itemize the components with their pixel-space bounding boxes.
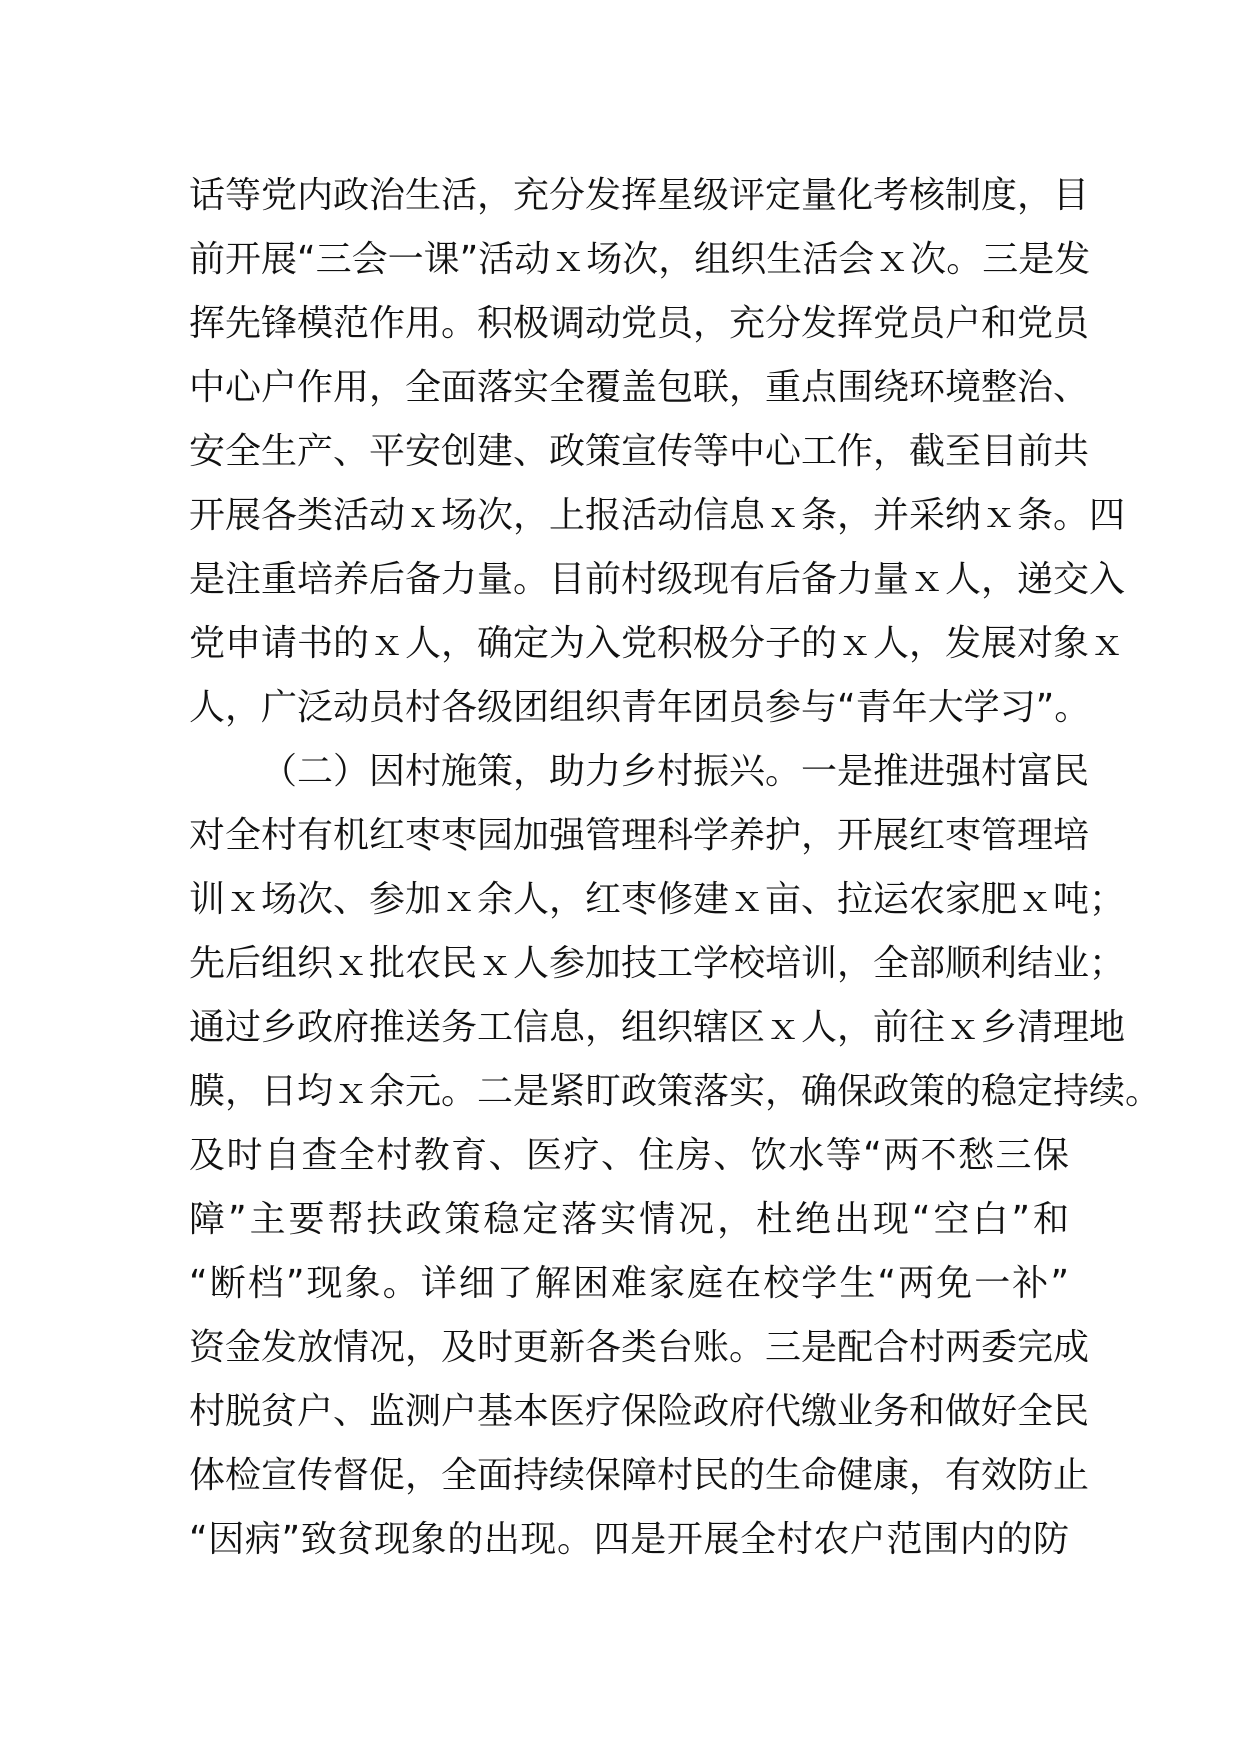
paragraph-line: 障”主要帮扶政策稳定落实情况，杜绝出现“空白”和 [189, 1199, 1069, 1240]
paragraph-line: 前开展“三会一课”活动ｘ场次，组织生活会ｘ次。三是发 [189, 239, 1091, 280]
paragraph-line: “断档”现象。详细了解困难家庭在校学生“两免一补” [189, 1263, 1069, 1304]
paragraph-line: 话等党内政治生活，充分发挥星级评定量化考核制度，目 [189, 175, 1090, 216]
paragraph-line: 挥先锋模范作用。积极调动党员，充分发挥党员户和党员 [189, 303, 1090, 344]
paragraph-1 [189, 164, 1126, 740]
paragraph-line: 通过乡政府推送务工信息，组织辖区ｘ人，前往ｘ乡清理地 [189, 1007, 1126, 1048]
section-heading-line: （二）因村施策，助力乡村振兴。一是推进强村富民 [261, 751, 1090, 792]
paragraph-line: 村脱贫户、监测户基本医疗保险政府代缴业务和做好全民 [189, 1391, 1090, 1432]
paragraph-2 [189, 740, 1162, 1572]
document-body [189, 164, 1162, 1572]
paragraph-line: 训ｘ场次、参加ｘ余人，红枣修建ｘ亩、拉运农家肥ｘ吨； [189, 879, 1126, 920]
paragraph-line: 人，广泛动员村各级团组织青年团员参与“青年大学习”。 [189, 687, 1091, 728]
paragraph-line: 安全生产、平安创建、政策宣传等中心工作，截至目前共 [189, 431, 1090, 472]
paragraph-line: 膜，日均ｘ余元。二是紧盯政策落实，确保政策的稳定持续。 [189, 1071, 1162, 1112]
paragraph-line: 开展各类活动ｘ场次，上报活动信息ｘ条，并采纳ｘ条。四 [189, 495, 1126, 536]
paragraph-line: 对全村有机红枣枣园加强管理科学养护，开展红枣管理培 [189, 815, 1090, 856]
paragraph-line: 资金发放情况，及时更新各类台账。三是配合村两委完成 [189, 1327, 1090, 1368]
paragraph-line: 先后组织ｘ批农民ｘ人参加技工学校培训，全部顺利结业； [189, 943, 1126, 984]
paragraph-line: 中心户作用，全面落实全覆盖包联，重点围绕环境整治、 [189, 367, 1090, 408]
paragraph-line: 是注重培养后备力量。目前村级现有后备力量ｘ人，递交入 [189, 559, 1126, 600]
paragraph-line: 党申请书的ｘ人，确定为入党积极分子的ｘ人，发展对象ｘ [189, 623, 1126, 664]
paragraph-line: “因病”致贫现象的出现。四是开展全村农户范围内的防 [189, 1519, 1069, 1560]
paragraph-line: 及时自查全村教育、医疗、住房、饮水等“两不愁三保 [189, 1135, 1069, 1176]
paragraph-line: 体检宣传督促，全面持续保障村民的生命健康，有效防止 [189, 1455, 1090, 1496]
